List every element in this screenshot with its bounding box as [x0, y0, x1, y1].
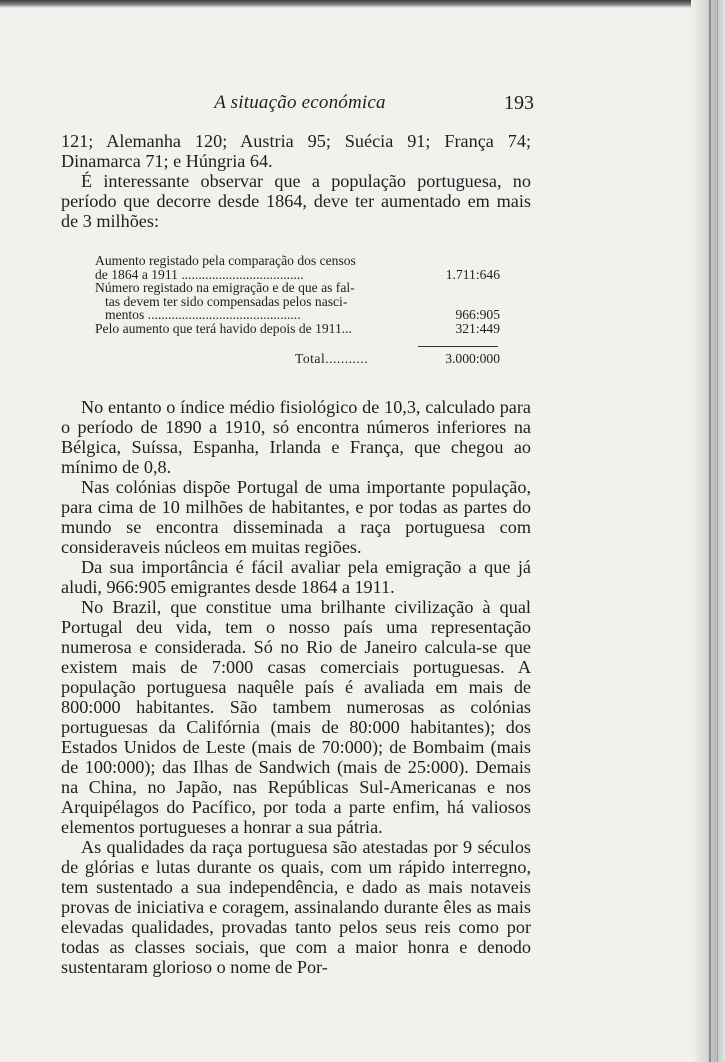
- paragraph-population-growth: É interessante observar que a população portuguesa, no período que decorre desde 1864, deve ter aumentado em mais de 3 milhões:: [61, 171, 531, 231]
- running-header: [0, 92, 690, 118]
- table-row: [95, 281, 500, 322]
- table-row-label: Número registado na emigração e de que as fal-: [95, 280, 355, 295]
- table-row-label: Pelo aumento que terá havido depois de 1911...: [95, 320, 352, 336]
- paragraph: Nas colónias dispõe Portugal de uma importante população, para cima de 10 milhões de habitantes, e por todas as partes do mundo se encontra disseminada a raça portuguesa com consideraveis núcleos em muitas regiões.: [61, 477, 531, 557]
- table-row-label-cont: mentos .............................................: [105, 307, 301, 322]
- table-row-label-cont: de 1864 a 1911 ....................................: [95, 266, 304, 282]
- table-row-label: Aumento registado pela comparação dos censos: [95, 253, 356, 268]
- total-label: Total...........: [295, 351, 369, 366]
- page-top-shadow: [0, 0, 725, 8]
- table-row: [95, 322, 500, 336]
- population-table: [95, 254, 500, 335]
- table-row-value: 966:905: [455, 307, 500, 322]
- table-row: [95, 254, 500, 281]
- total-value: 3.000:000: [445, 351, 500, 366]
- paragraph-country-list: 121; Alemanha 120; Austria 95; Suécia 91; França 74; Dinamarca 71; e Húngria 64.: [61, 131, 531, 171]
- paragraph: No Brazil, que constitue uma brilhante civilização à qual Portugal deu vida, tem o nosso país uma representação numerosa e considerada. Só no Rio de Janeiro calcula-se que existem mais de 7:000 casas comerciais portuguesas. A população portuguesa naquêle país é avaliada em mais de 800:000 habitantes. São tambem numerosas as colónias portuguesas da Califórnia (mais de 80:000 habitantes); dos Estados Unidos de Leste (mais de 70:000); de Bombaim (mais de 100:000); das Ilhas de Sandwich (mais de 25:000). Demais na China, no Japão, nas Repúblicas Sul-Americanas e nos Arquipélagos do Pacífico, por toda a parte enfim, há valiosos elementos portugueses a honrar a sua pátria.: [61, 597, 531, 837]
- text-block-main: [61, 397, 531, 977]
- paragraph: No entanto o índice médio fisiológico de 10,3, calculado para o período de 1890 a 1910, só encontra números inferiores na Bélgica, Suíssa, Espanha, Irlanda e França, que chegou ao mínimo de 0,8.: [61, 397, 531, 477]
- table-row-label-cont: tas devem ter sido compensadas pelos nasci-: [105, 293, 348, 309]
- table-row-value: 321:449: [455, 320, 500, 336]
- table-row-value: 1.711:646: [445, 266, 500, 282]
- paragraph: Da sua importância é fácil avaliar pela emigração a que já aludi, 966:905 emigrantes desde 1864 a 1911.: [61, 557, 531, 597]
- book-gutter-edge: [691, 0, 725, 1062]
- page-number: 193: [504, 92, 534, 114]
- running-title: A situação económica: [214, 92, 386, 113]
- text-block-top: [61, 131, 531, 231]
- paragraph: As qualidades da raça portuguesa são atestadas por 9 séculos de glórias e lutas durante os quais, com um rápido interregno, tem sustentado a sua independência, e dado as mais notaveis provas de iniciativa e coragem, assinalando durante êles as mais elevadas qualidades, provadas tanto pelos seus reis como por todas as classes sociais, que com a maior honra e denodo sustentaram glorioso o nome de Por-: [61, 837, 531, 977]
- total-rule: [418, 346, 498, 347]
